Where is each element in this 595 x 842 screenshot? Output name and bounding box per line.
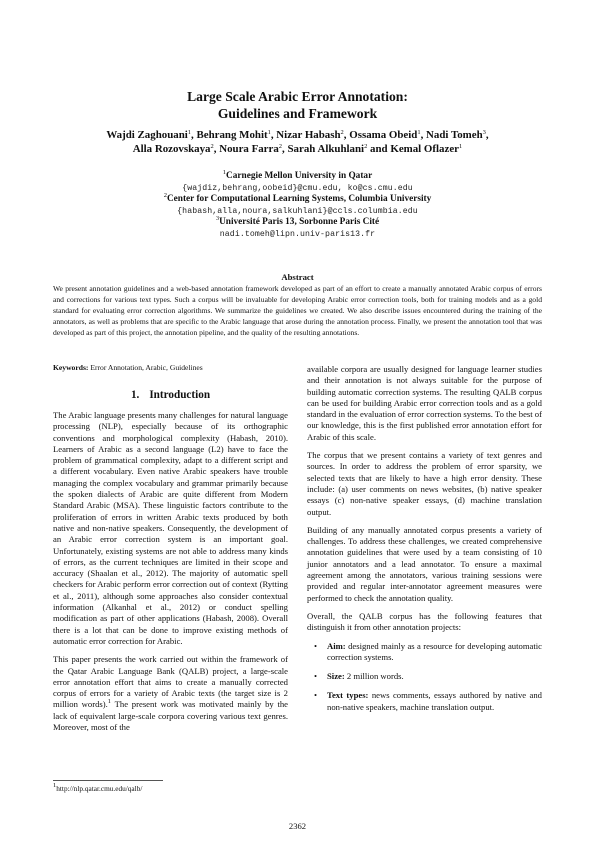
section-title: Introduction	[149, 389, 211, 401]
column-right	[307, 364, 542, 721]
feature-label: Size:	[327, 671, 345, 682]
keywords-label: Keywords:	[53, 363, 89, 372]
affiliation-name: Université Paris 13, Sorbonne Paris Cité	[219, 217, 380, 227]
page-number: 2362	[288, 821, 307, 831]
bullet-icon: •	[314, 640, 318, 651]
affiliation-mark: 2	[163, 192, 167, 199]
affiliation-email[interactable]: {habash,alla,noura,salkuhlani}@ccls.columbia.edu	[177, 206, 418, 216]
author-affil-mark: 2	[210, 143, 214, 150]
affiliation-institution	[60, 194, 535, 206]
feature-text: designed mainly as a resource for developing automatic correction systems.	[327, 640, 542, 662]
footnote-rule	[53, 780, 163, 781]
paragraph: Overall, the QALB corpus has the following features that distinguish it from other annotation projects:	[307, 610, 542, 633]
author-name: Wajdi Zaghouani	[106, 129, 188, 141]
paragraph: available corpora are usually designed for language learner studies and their annotation is not always suitable for the purpose of building automatic correction systems. The resulting QALB corpus can be used for building Arabic error correction tools and as a gold standard in the evaluation of error correction systems. To the best of our knowledge, this is the first published error annotation effort for Arabic of this scale.	[307, 364, 542, 442]
paper-title	[0, 88, 595, 122]
paragraph-text-cont: The present work was motivated mainly by the lack of equivalent large-scale corpora covering various text genres. Moreover, most of the	[53, 699, 288, 733]
feature-list	[307, 641, 542, 713]
affiliation-institution	[60, 217, 535, 229]
author-name: Behrang Mohit	[196, 129, 268, 141]
author-line-2	[40, 142, 555, 156]
footnote-ref[interactable]: 1	[107, 698, 112, 706]
author-affil-mark: 2	[364, 143, 368, 150]
author-separator: ,	[270, 129, 277, 141]
paragraph: Building of any manually annotated corpus presents a variety of challenges. To address these challenges, we created comprehensive annotation guidelines that were used by a team consisting of 10 junior annotators and a lead annotator. To ensure a maximal agreement among the annotators, various training sessions were provided and regular inter-annotator agreement measures were performed to check the annotation quality.	[307, 524, 542, 603]
affiliation-mark: 3	[215, 215, 220, 222]
section-heading	[53, 389, 288, 402]
author-list	[40, 128, 555, 156]
feature-text: news comments, essays authored by native and non-native speakers, machine translation output.	[327, 690, 542, 712]
footnote-mark: 1	[53, 782, 57, 789]
affiliation-name: Carnegie Mellon University in Qatar	[226, 171, 373, 181]
abstract-text: We present annotation guidelines and a web-based annotation framework developed as part of an effort to create a manually annotated Arabic corpus of errors and corrections for various text types. Such a corpus will be invaluable for developing Arabic error correction tools, both for training models and as a gold standard for evaluating error correction algorithms. We summarize the guidelines we created. We also describe issues encountered during the training of the annotators, as well as problems that are specific to the Arabic language that arose during the annotation process. Finally, we present the annotation tool that was developed as part of this project, the annotation pipeline, and the quality of the resulting annotations.	[53, 284, 542, 338]
title-line-2: Guidelines and Framework	[217, 106, 378, 121]
keywords-text: Error Annotation, Arabic, Guidelines	[88, 363, 203, 372]
footnote-link[interactable]: http://nlp.qatar.cmu.edu/qalb/	[56, 784, 143, 793]
author-affil-mark: 1	[417, 129, 421, 136]
paragraph	[53, 654, 288, 733]
author-affil-mark: 2	[278, 143, 283, 150]
author-name: Ossama Obeid	[349, 129, 418, 141]
author-name: Nadi Tomeh	[426, 129, 483, 141]
author-affil-mark: 1	[267, 129, 271, 136]
affiliations	[60, 171, 535, 240]
affiliation-email[interactable]: {wajdiz,behrang,oobeid}@cmu.edu, ko@cs.cmu.edu	[182, 183, 413, 193]
author-affil-mark: 1	[459, 143, 463, 150]
paragraph-text: This paper presents the work carried out within the framework of the Qatar Arabic Language Bank (QALB) project, a large-scale error annotation effort that aims to create a manually corrected corpus of errors for a variety of Arabic texts (the target size is 2 million words).	[53, 654, 288, 710]
abstract-heading: Abstract	[281, 272, 314, 282]
bullet-icon: •	[314, 690, 318, 701]
author-separator: ,	[420, 129, 427, 141]
column-left	[53, 389, 288, 740]
paragraph: The corpus that we present contains a variety of text genres and sources. In order to address the problem of error sparsity, we selected texts that are likely to have a high error density. These include: (a) user comments on news websites, (b) native speaker essays (c) non-native speaker essays, (d) machine translation output.	[307, 450, 542, 517]
author-separator: ,	[343, 129, 350, 141]
affiliation-name: Center for Computational Learning Systems, Columbia University	[166, 194, 432, 204]
title-line-1: Large Scale Arabic Error Annotation:	[187, 89, 408, 104]
affiliation-mark: 1	[222, 169, 227, 176]
author-affil-mark: 1	[187, 129, 192, 136]
feature-label: Text types:	[327, 690, 369, 701]
author-affil-mark: 3	[482, 129, 486, 136]
bullet-icon: •	[314, 671, 318, 682]
author-separator: ,	[485, 129, 489, 141]
feature-item	[314, 671, 542, 682]
paragraph: The Arabic language presents many challenges for natural language processing (NLP), especially because of its orthographic conventions and morphological complexity (Habash, 2010). Learners of Arabic as a second language (L2) have to face the problem of grammatical complexity, adapt to a different script and a different vocabulary. Even native Arabic speakers have trouble managing the complex vocabulary and grammar primarily because the spoken dialects of Arabic are quite different from Modern Standard Arabic (MSA). These linguistic factors contribute to the proliferation of errors in written Arabic texts produced by both native and non-native speakers. Consequently, the development of an Arabic error correction system is an important goal. Unfortunately, existing systems are not able to address many kinds of errors, as the current techniques are limited in their scope and accuracy (Shaalan et al., 2012). The majority of automatic spell checkers for Arabic perform error correction out of context (Rytting et al., 2011), although some approaches also consider contextual information (Alkanhal et al., 2012) or conduct spelling modification as part of other applications (Habash, 2008). Overall there is a lot that can be done to improve existing methods of automatic error correction for Arabic.	[53, 410, 288, 646]
author-separator: ,	[213, 143, 220, 155]
affiliation-email[interactable]: nadi.tomeh@lipn.univ-paris13.fr	[219, 229, 376, 239]
author-name: Sarah Alkuhlani	[287, 143, 365, 155]
feature-item	[314, 640, 542, 664]
author-separator: ,	[191, 129, 197, 141]
author-line-1	[40, 128, 555, 142]
feature-item	[314, 690, 542, 713]
author-separator: and	[367, 143, 391, 155]
section-number: 1.	[130, 389, 140, 401]
author-name: Nizar Habash	[276, 129, 341, 141]
feature-text: 2 million words.	[344, 671, 404, 682]
author-name: Alla Rozovskaya	[132, 143, 211, 155]
author-affil-mark: 2	[340, 129, 344, 136]
author-name: Noura Farra	[219, 143, 279, 155]
footnote	[53, 784, 142, 793]
feature-label: Aim:	[327, 640, 346, 651]
author-separator: ,	[282, 143, 288, 155]
affiliation-institution	[60, 171, 535, 183]
author-name: Kemal Oflazer	[390, 143, 459, 155]
